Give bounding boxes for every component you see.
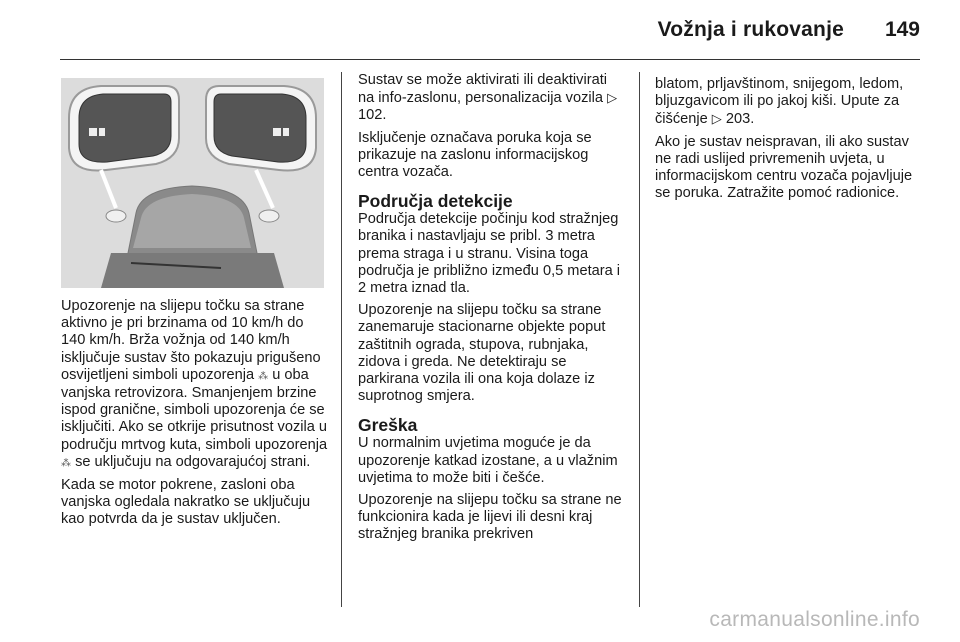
paragraph: Upozorenje na slijepu točku sa strane aktivno je pri brzinama od 10 km/h do 140 km/h. Brža vožnja od 140 km/h isključuje sustav što pokazuju prigušeno osvijetljeni simboli upozorenja ⁂ u oba vanjska retrovizora. Smanjenjem brzine ispod granične, simboli upozorenja će se isključiti. Ako se otkrije prisutnost vozila u području mrtvog kuta, simboli upozorenja ⁂ se uključuju na odgovarajućoj strani.	[61, 298, 328, 470]
watermark: carmanualsonline.info	[709, 608, 920, 631]
car-mirrors-drawing	[61, 78, 324, 288]
paragraph: Područja detekcije počinju kod stražnjeg branika i nastavljaju se pribl. 3 metra prema straga i u stranu. Visina toga područja je približno između 0,5 metara i 2 metra iznad tla.	[358, 211, 621, 297]
header-rule	[60, 59, 920, 60]
column-right	[655, 76, 923, 207]
page-reference-icon: ▷	[607, 90, 618, 106]
paragraph: blatom, prljavštinom, snijegom, ledom, bljuzgavicom ili po jakoj kiši. Upute za čišćenje ▷ 203.	[655, 76, 904, 128]
paragraph: Upozorenje na slijepu točku sa strane ne funkcionira kada je lijevi ili desni kraj stražnjeg branika prekriven	[358, 492, 622, 543]
mirror-illustration	[61, 78, 324, 288]
column-middle	[358, 72, 626, 549]
page-reference-icon: ▷	[711, 111, 722, 127]
paragraph: Upozorenje na slijepu točku sa strane zanemaruje stacionarne objekte poput zaštitnih ograda, stupova, rubnjaka, zidova i greda. Ne detektiraju se parkirana vozila ili ona koja dolaze iz suprotnog smjera.	[358, 302, 606, 405]
column-divider	[639, 72, 640, 607]
paragraph: Sustav se može aktivirati ili deaktivirati na info-zaslonu, personalizacija vozila ▷ 102.	[358, 72, 618, 124]
paragraph: Isključenje označava poruka koja se prikazuje na zaslonu informacijskog centra vozača.	[358, 129, 592, 181]
section-title: Vožnja i rukovanje	[657, 18, 844, 41]
blind-spot-warning-icon: ⁂	[61, 457, 71, 469]
blind-spot-warning-icon: ⁂	[258, 370, 269, 382]
column-left-text	[61, 298, 329, 534]
page-reference-link[interactable]: 203.	[725, 111, 755, 128]
column-divider	[341, 72, 342, 607]
page-header	[0, 0, 960, 64]
subheading-detection-areas: Područja detekcije	[358, 191, 513, 212]
page-reference-link[interactable]: 102.	[358, 107, 387, 124]
subheading-fault: Greška	[358, 415, 418, 436]
paragraph: Ako je sustav neispravan, ili ako sustav ne radi uslijed privremenih uvjeta, u informacijskom centru vozača pojavljuje se poruka. Zatražite pomoć radionice.	[655, 133, 913, 202]
paragraph: U normalnim uvjetima moguće je da upozorenje katkad izostane, a u vlažnim uvjetima to može biti i češće.	[358, 435, 618, 486]
page-number: 149	[884, 18, 920, 41]
paragraph: Kada se motor pokrene, zasloni oba vanjska ogledala nakratko se uključuju kao potvrda da je sustav uključen.	[61, 477, 311, 528]
